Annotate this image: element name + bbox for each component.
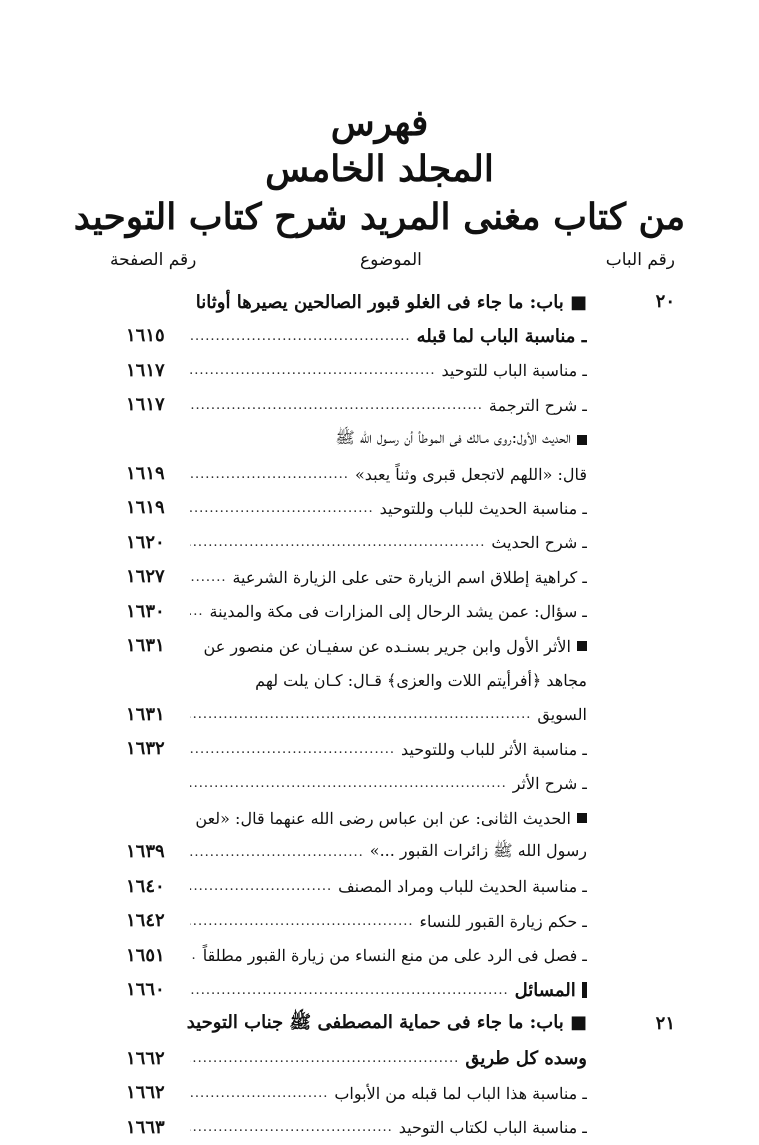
topic-text: ـ فصل فى الرد على من منع النساء من زيارة القبور مطلقاً	[202, 946, 587, 966]
index-row	[0, 423, 759, 457]
page-number: ١٦٦٢	[126, 1047, 165, 1069]
dot-leader	[190, 742, 395, 757]
page-number: ١٦١٥	[126, 325, 165, 347]
topic-cell	[120, 285, 587, 319]
index-row	[0, 560, 759, 594]
topic-text: مجاهد ﴿أفرأيتم اللات والعزى﴾ قـال: كـان يلت لهم	[255, 670, 587, 690]
topic-cell	[190, 526, 587, 560]
dot-leader	[190, 1086, 328, 1101]
topic-cell	[190, 595, 587, 629]
dot-leader	[190, 776, 507, 791]
dot-leader	[190, 535, 485, 550]
page-number: ١٦٢٠	[126, 531, 165, 553]
index-row	[0, 595, 759, 629]
index-row	[0, 939, 759, 973]
topic-cell	[190, 388, 587, 422]
topic-cell	[190, 870, 587, 904]
topic-cell	[190, 491, 587, 525]
index-row	[0, 663, 759, 697]
header-chapter-number: رقم الباب	[605, 250, 675, 270]
dot-leader	[190, 845, 364, 860]
topic-cell	[190, 904, 587, 938]
index-row	[0, 1007, 759, 1041]
topic-text: ■ باب: ما جاء فى الغلو قبور الصالحين يصيرها أوثانا	[195, 291, 587, 313]
topic-text: الحديث الأول:روى مـالك فى الموطأ أن رسـول الله ﷺ	[335, 428, 571, 448]
square-bullet-icon	[577, 813, 587, 823]
page-number: ١٦٣٩	[126, 841, 165, 863]
dot-leader	[190, 914, 414, 929]
topic-cell	[190, 457, 587, 491]
topic-cell	[120, 1007, 587, 1041]
square-bullet-icon	[582, 982, 587, 998]
page-number: ١٦١٧	[126, 394, 165, 416]
dot-leader	[190, 948, 197, 963]
topic-cell	[120, 423, 587, 457]
dot-leader	[190, 604, 204, 619]
index-row	[0, 319, 759, 353]
index-row	[0, 835, 759, 869]
topic-cell	[190, 698, 587, 732]
page-number: ١٦١٧	[126, 359, 165, 381]
page-number: ١٦١٩	[126, 497, 165, 519]
page-number: ١٦٦٢	[126, 1082, 165, 1104]
dot-leader	[190, 707, 531, 722]
topic-text: السويق	[537, 705, 587, 725]
dot-leader	[190, 983, 509, 998]
topic-cell	[190, 732, 587, 766]
page-number: ١٦٤٢	[126, 910, 165, 932]
dot-leader	[190, 329, 411, 344]
topic-text: الحديث الثانى: عن ابن عباس رضى الله عنهما قال: «لعن	[195, 808, 571, 828]
topic-cell	[190, 767, 587, 801]
topic-text: ـ حكم زيارة القبور للنساء	[419, 911, 587, 931]
topic-cell	[190, 1042, 587, 1076]
dot-leader	[190, 879, 332, 894]
topic-cell	[190, 1111, 587, 1145]
dot-leader	[190, 363, 436, 378]
topic-cell	[190, 354, 587, 388]
topic-cell	[120, 801, 587, 835]
topic-text: ـ سؤال: عمن يشد الرحال إلى المزارات فى مكة والمدينة	[209, 602, 587, 622]
topic-cell	[190, 560, 587, 594]
index-row	[0, 973, 759, 1007]
index-row	[0, 767, 759, 801]
page-number: ١٦١٩	[126, 463, 165, 484]
topic-cell	[190, 1076, 587, 1110]
topic-cell	[120, 663, 587, 697]
page-number: ١٦٢٧	[126, 566, 165, 588]
topic-cell	[190, 973, 587, 1007]
page-number: ١٦٣١	[126, 635, 165, 656]
topic-cell	[120, 629, 587, 663]
index-row	[0, 526, 759, 560]
topic-text: قال: «اللهم لاتجعل قبرى وثناً يعبد»	[354, 464, 587, 484]
index-row	[0, 732, 759, 766]
topic-text: ـ مناسبة هذا الباب لما قبله من الأبواب	[334, 1083, 587, 1103]
square-bullet-icon	[577, 435, 587, 445]
title-block	[0, 100, 759, 242]
header-page-number: رقم الصفحة	[110, 250, 197, 270]
index-row	[0, 698, 759, 732]
topic-text: ـ مناسبة الباب للتوحيد	[441, 361, 587, 381]
index-row	[0, 870, 759, 904]
page-number: ١٦٦٣	[126, 1116, 165, 1138]
index-row	[0, 801, 759, 835]
topic-text: ■ باب: ما جاء فى حماية المصطفى ﷺ جناب التوحيد	[186, 1012, 587, 1034]
index-row	[0, 491, 759, 525]
page-number: ١٦٣٠	[126, 600, 165, 622]
topic-text: ـ مناسبة الباب لكتاب التوحيد	[398, 1118, 587, 1138]
index-row	[0, 457, 759, 491]
topic-cell	[190, 835, 587, 869]
page-number: ١٦٦٠	[126, 979, 165, 1000]
chapter-number: ٢٠	[655, 291, 675, 312]
dot-leader	[190, 398, 483, 413]
topic-cell	[190, 939, 587, 973]
index-row	[0, 354, 759, 388]
index-row	[0, 1042, 759, 1076]
topic-text: ـ شرح الترجمة	[488, 395, 587, 415]
page-number: ١٦٥١	[126, 944, 165, 966]
topic-cell	[190, 319, 587, 353]
index-row	[0, 388, 759, 422]
page-number: ١٦٤٠	[126, 875, 165, 897]
topic-text: ـ شرح الحديث	[491, 533, 587, 553]
title-book: من كتاب مغنى المريد شرح كتاب التوحيد	[73, 196, 686, 238]
chapter-number: ٢١	[655, 1013, 675, 1035]
square-bullet-icon	[577, 641, 587, 651]
dot-leader	[190, 467, 349, 482]
title-index: فهرس	[330, 102, 429, 144]
topic-text: ـ مناسبة الباب لما قبله	[416, 325, 587, 347]
index-row	[0, 1076, 759, 1110]
topic-text: وسده كل طريق	[465, 1048, 587, 1070]
topic-text: ـ كراهية إطلاق اسم الزيارة حتى على الزيارة الشرعية	[232, 567, 587, 587]
topic-text: ـ شرح الأثر	[512, 774, 587, 794]
topic-text: ـ مناسبة الحديث للباب وللتوحيد	[379, 498, 587, 518]
index-row	[0, 629, 759, 663]
index-row	[0, 904, 759, 938]
page-number: ١٦٣٢	[126, 738, 165, 760]
index-row	[0, 285, 759, 319]
topic-text: رسول الله ﷺ زائرات القبور ...»	[369, 840, 587, 860]
dot-leader	[190, 501, 374, 516]
header-topic: الموضوع	[360, 250, 422, 270]
title-volume: المجلد الخامس	[265, 148, 494, 190]
topic-text: الأثر الأول وابن جرير بسنـده عن سفيـان عن منصور عن	[203, 636, 571, 656]
dot-leader	[190, 1120, 393, 1135]
page-number: ١٦٣١	[126, 703, 165, 725]
dot-leader	[190, 570, 226, 585]
topic-text: ـ مناسبة الحديث للباب ومراد المصنف	[338, 877, 587, 897]
dot-leader	[190, 1051, 459, 1066]
topic-text: المسائل	[514, 979, 576, 1001]
index-row	[0, 1111, 759, 1145]
topic-text: ـ مناسبة الأثر للباب وللتوحيد	[400, 739, 587, 759]
